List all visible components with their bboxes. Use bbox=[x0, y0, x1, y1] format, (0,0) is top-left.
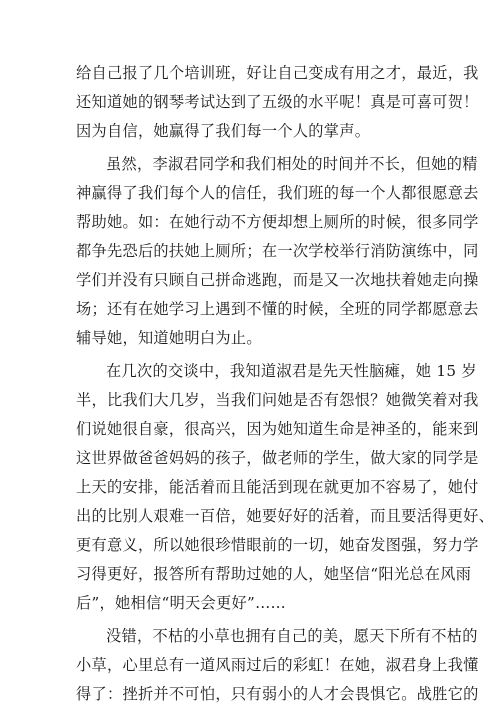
paragraph-start-line: 在几次的交谈中，我知道淑君是先天性脑瘫，她 15 岁 bbox=[106, 362, 477, 380]
paragraph-start-line: 没错，不枯的小草也拥有自己的美，愿天下所有不枯的 bbox=[106, 627, 478, 645]
text-line: 场；还有在她学习上遇到不懂的时候，全班的同学都愿意去 bbox=[76, 300, 479, 318]
text-line: 学们并没有只顾自己拼命逃跑，而是又一次地扶着她走向操 bbox=[76, 271, 479, 289]
text-line: 出的比别人艰难一百倍，她要好好的活着，而且要活得更好、 bbox=[76, 507, 495, 525]
paragraph-start-line: 虽然，李淑君同学和我们相处的时间并不长，但她的精 bbox=[106, 155, 478, 173]
text-line: 上天的安排，能活着而且能活到现在就更加不容易了，她付 bbox=[76, 478, 479, 496]
text-line: 都争先恐后的扶她上厕所；在一次学校举行消防演练中，同 bbox=[76, 242, 479, 260]
text-line: 给自己报了几个培训班，好让自己变成有用之才，最近，我 bbox=[76, 64, 479, 82]
text-line: 更有意义，所以她很珍惜眼前的一切，她奋发图强，努力学 bbox=[76, 536, 479, 554]
text-line: 后”，她相信“明天会更好”…… bbox=[76, 594, 287, 612]
text-line: 小草，心里总有一道风雨过后的彩虹！在她，淑君身上我懂 bbox=[76, 656, 479, 674]
text-line: 帮助她。如：在她行动不方便却想上厕所的时候，很多同学 bbox=[76, 213, 479, 231]
text-line: 神赢得了我们每个人的信任，我们班的每一个人都很愿意去 bbox=[76, 184, 479, 202]
text-line: 因为自信，她赢得了我们每一个人的掌声。 bbox=[76, 122, 371, 140]
text-line: 得了：挫折并不可怕，只有弱小的人才会畏惧它。战胜它的 bbox=[76, 685, 479, 703]
text-line: 习得更好，报答所有帮助过她的人，她坚信“阳光总在风雨 bbox=[76, 565, 472, 583]
text-line: 这世界做爸爸妈妈的孩子，做老师的学生，做大家的同学是 bbox=[76, 449, 479, 467]
text-line: 们说她很自豪，很高兴，因为她知道生命是神圣的，能来到 bbox=[76, 420, 479, 438]
text-line: 辅导她，知道她明白为止。 bbox=[76, 329, 262, 347]
text-line: 还知道她的钢琴考试达到了五级的水平呢！真是可喜可贺！ bbox=[76, 93, 479, 111]
text-line: 半，比我们大几岁，当我们问她是否有怨恨？她微笑着对我 bbox=[76, 391, 479, 409]
